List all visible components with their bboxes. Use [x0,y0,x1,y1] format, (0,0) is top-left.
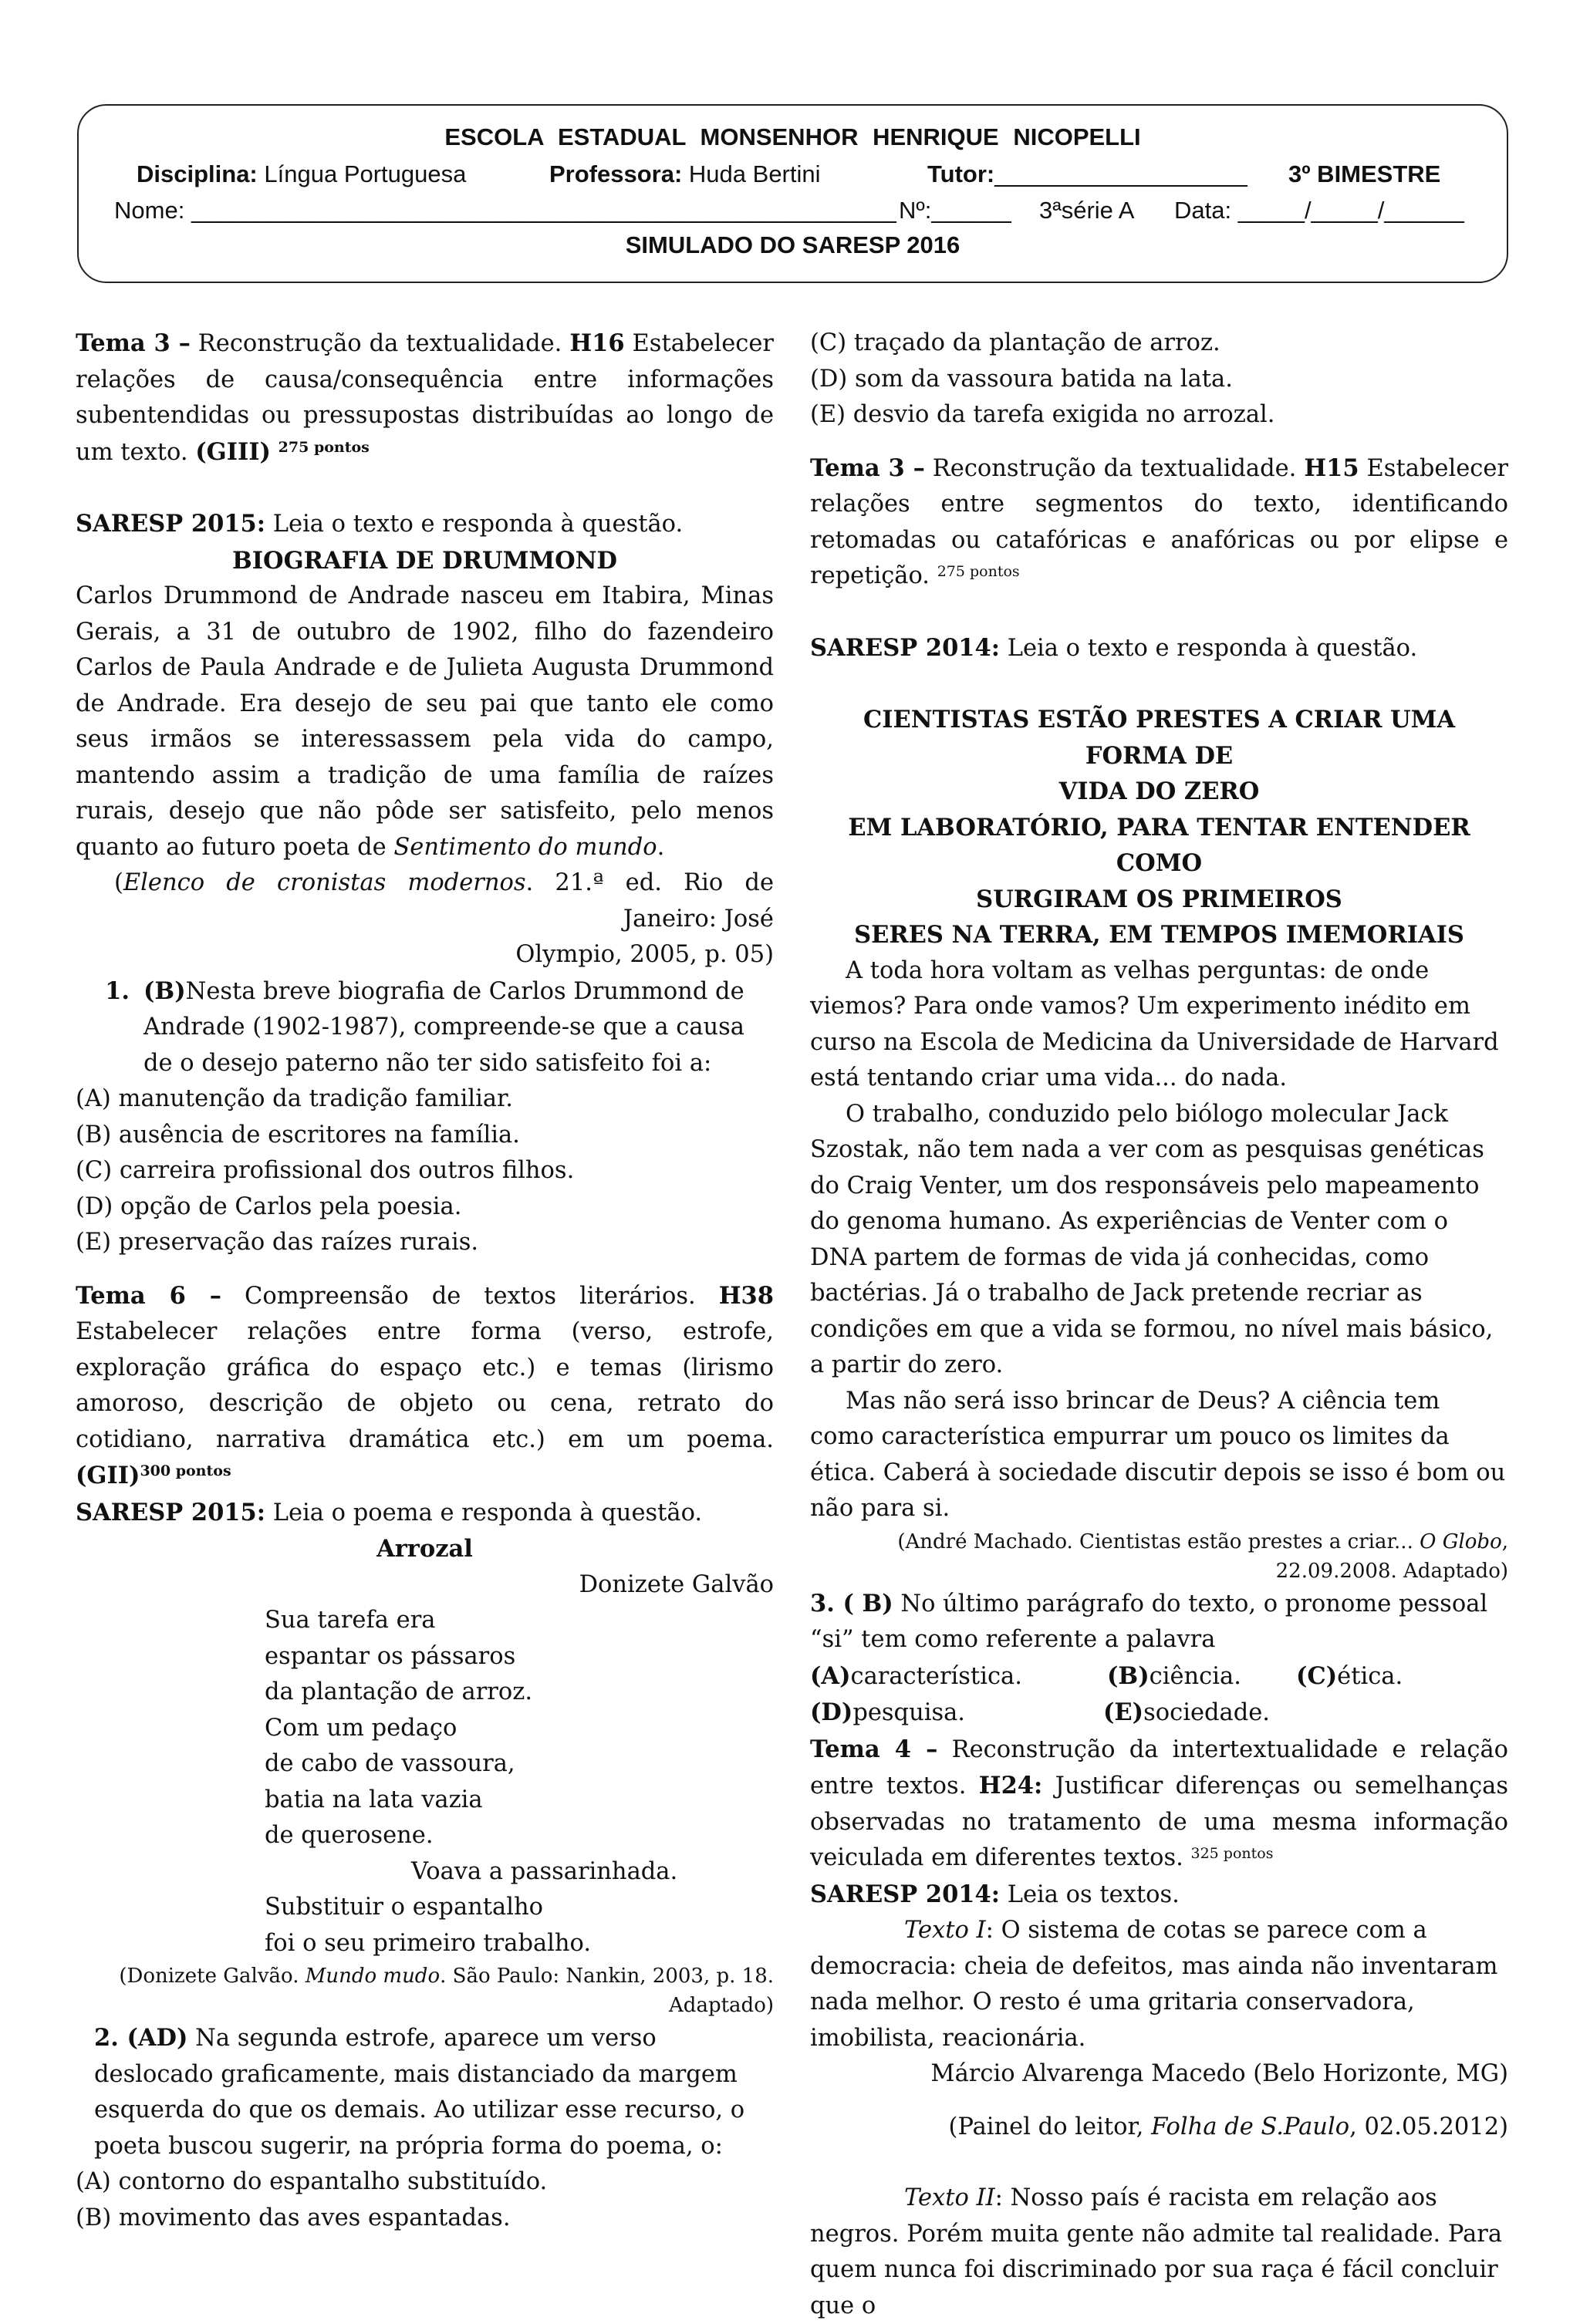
question-2: 2. (AD) Na segunda estrofe, aparece um verso deslocado graficamente, mais distanciado da margem esquerda do que os demais. Ao utilizar esse recurso, o poeta buscou sugerir, na própria forma do poema, o: [94,2024,745,2160]
tema6-descriptor: Tema 6 – Compreensão de textos literários. H38 Estabelecer relações entre forma (verso, estrofe, exploração gráfica do espaço etc.) e temas (lirismo amoroso, descrição de objeto ou cena, retrato do cotidiano, narrativa dramática etc.) em um poema. (GII)$^{300 pontos}$ [76,1281,774,1489]
poem-line: de querosene. [265,1822,434,1849]
number-field[interactable]: Nº:______ [899,197,1011,224]
biography-text: Carlos Drummond de Andrade nasceu em Itabira, Minas Gerais, a 31 de outubro de 1902, filho do fazendeiro Carlos de Paula Andrade e de Julieta Augusta Drummond de Andrade. Era desejo de seu pai que tanto ele como seus irmãos se interessassem pela vida do campo, mantendo assim a tradição de uma família de raízes rurais, desejo que não pôde ser satisfeito, pelo menos quanto ao futuro poeta de Sentimento do mundo. [76,582,774,861]
q2-option-b[interactable]: (B) movimento das aves espantadas. [76,2204,511,2231]
date-field[interactable]: Data: _____/_____/______ [1174,197,1464,224]
poem-line: espantar os pássaros [265,1642,516,1670]
bimester: 3º BIMESTRE [1288,160,1441,187]
poem-author: Donizete Galvão [579,1570,774,1598]
saresp-2014-instruction: SARESP 2014: Leia o texto e responda à questão. [810,633,1418,662]
q1-option-e[interactable]: (E) preservação das raízes rurais. [76,1229,479,1256]
texto-2: Texto II: Nosso país é racista em relação aos negros. Porém muita gente não admite tal realidade. Para quem nunca foi discriminado por sua raça é fácil concluir que o [810,2184,1503,2319]
q3-option-e[interactable]: (E)sociedade. [1103,1698,1270,1726]
header-box [77,104,1508,283]
tema3-h15-descriptor: Tema 3 – Reconstrução da textualidade. H15 Estabelecer relações entre segmentos do texto, identificando retomadas ou catafóricas e anafóricas ou por elipse e repetição. $^{275 pontos}$ [810,454,1508,589]
saresp-2014-texts-instruction: SARESP 2014: Leia os textos. [810,1880,1180,1908]
poem-body [76,1603,774,1961]
q2-option-d[interactable]: (D) som da vassoura batida na lata. [810,365,1233,393]
question-1: 1. (B)Nesta breve biografia de Carlos Drummond de Andrade (1902-1987), compreende-se que a causa de o desejo paterno não ter sido satisfeito foi a: [105,976,744,1077]
poem-source: (Donizete Galvão. Mundo mudo. São Paulo: Nankin, 2003, p. 18. Adaptado) [119,1965,774,2017]
poem-line: Substituir o espantalho [265,1894,543,1921]
poem-line: Com um pedaço [265,1714,457,1742]
article-paragraph-2: O trabalho, conduzido pelo biólogo molecular Jack Szostak, não tem nada a ver com as pesquisas genéticas do Craig Venter, um dos responsáveis pelo mapeamento do genoma humano. As experiências de Venter com o DNA partem de formas de vida já conhecidas, como bactérias. Já o trabalho de Jack pretende recriar as condições em que a vida se formou, no nível mais básico, a partir do zero. [810,1100,1494,1378]
q1-option-a[interactable]: (A) manutenção da tradição familiar. [76,1085,513,1112]
exam-title: SIMULADO DO SARESP 2016 [625,231,960,258]
article-source: (André Machado. Cientistas estão prestes a criar... O Globo, 22.09.2008. Adaptado) [897,1530,1508,1583]
q1-option-c[interactable]: (C) carreira profissional dos outros filhos. [76,1157,575,1184]
q3-options-row-1 [810,1658,1508,1695]
poem-line: Sua tarefa era [265,1607,436,1634]
article-paragraph-1: A toda hora voltam as velhas perguntas: de onde viemos? Para onde vamos? Um experimento inédito em curso na Escola de Medicina da Universidade de Harvard está tentando criar uma vida... do nada. [810,956,1499,1091]
school-name: ESCOLA ESTADUAL MONSENHOR HENRIQUE NICOPELLI [444,123,1141,150]
saresp-2015-instruction: SARESP 2015: Leia o texto e responda à questão. [76,510,684,538]
q3-option-b[interactable]: (B)ciência. [1107,1661,1241,1690]
article-title: CIENTISTAS ESTÃO PRESTES A CRIAR UMA FORMA DE VIDA DO ZERO EM LABORATÓRIO, PARA TENTAR ENTENDER COMO SURGIRAM OS PRIMEIROS SERES NA TERRA, EM TEMPOS IMEMORIAIS [848,706,1470,949]
texto-1-author: Márcio Alvarenga Macedo (Belo Horizonte, MG) [930,2060,1508,2087]
biography-title: BIOGRAFIA DE DRUMMOND [231,546,617,575]
q2-option-e[interactable]: (E) desvio da tarefa exigida no arrozal. [810,401,1275,428]
poem-line: de cabo de vassoura, [265,1750,515,1777]
biography-source: (Elenco de cronistas modernos. 21.ª ed. Rio de Janeiro: José Olympio, 2005, p. 05) [114,869,774,968]
q1-option-d[interactable]: (D) opção de Carlos pela poesia. [76,1192,462,1220]
name-field[interactable]: Nome: _____________________________________________________ [114,197,896,224]
poem-line: foi o seu primeiro trabalho. [265,1929,592,1957]
question-3: 3. ( B) No último parágrafo do texto, o pronome pessoal “si” tem como referente a palavra [810,1589,1488,1653]
texto-1-source: (Painel do leitor, Folha de S.Paulo, 02.05.2012) [948,2113,1508,2140]
q3-options-row-2 [810,1695,1508,1732]
poem-displaced-line: Voava a passarinhada. [411,1857,678,1885]
q3-option-d[interactable]: (D)pesquisa. [810,1698,965,1726]
article-paragraph-3: Mas não será isso brincar de Deus? A ciência tem como característica empurrar um pouco os limites da ética. Caberá à sociedade discutir depois se isso é bom ou não para si. [810,1387,1506,1522]
grade: 3ªsérie A [1039,197,1135,224]
q3-option-a[interactable]: (A)característica. [810,1661,1022,1690]
poem-line: batia na lata vazia [265,1786,483,1813]
q1-option-b[interactable]: (B) ausência de escritores na família. [76,1121,520,1149]
tema3-descriptor: Tema 3 – Reconstrução da textualidade. H16 Estabelecer relações de causa/consequência entre informações subentendidas ou pressupostas distribuídas ao longo de um texto. (GIII) $^{275 pontos}$ [76,329,774,466]
teacher: Professora: Huda Bertini [549,160,821,187]
texto-1: Texto I: O sistema de cotas se parece com a democracia: cheia de defeitos, mas ainda não inventaram nada melhor. O resto é uma gritaria conservadora, imobilista, reacionária. [810,1917,1498,2052]
saresp-2015-poem-instruction: SARESP 2015: Leia o poema e responda à questão. [76,1498,703,1526]
q3-option-c[interactable]: (C)ética. [1296,1661,1403,1690]
left-column [76,325,774,2236]
right-column [810,325,1508,2324]
poem-line: da plantação de arroz. [265,1678,533,1705]
q2-option-a[interactable]: (A) contorno do espantalho substituído. [76,2168,548,2195]
tema4-descriptor: Tema 4 – Reconstrução da intertextualidade e relação entre textos. H24: Justificar diferenças ou semelhanças observadas no tratamento de uma mesma informação veiculada em diferentes textos. $^{325 pontos}$ [810,1735,1508,1871]
poem-title: Arrozal [376,1535,473,1563]
tutor-field[interactable]: Tutor:___________________ [927,160,1247,187]
q2-option-c[interactable]: (C) traçado da plantação de arroz. [810,329,1220,356]
discipline: Disciplina: Língua Portuguesa [137,160,467,187]
